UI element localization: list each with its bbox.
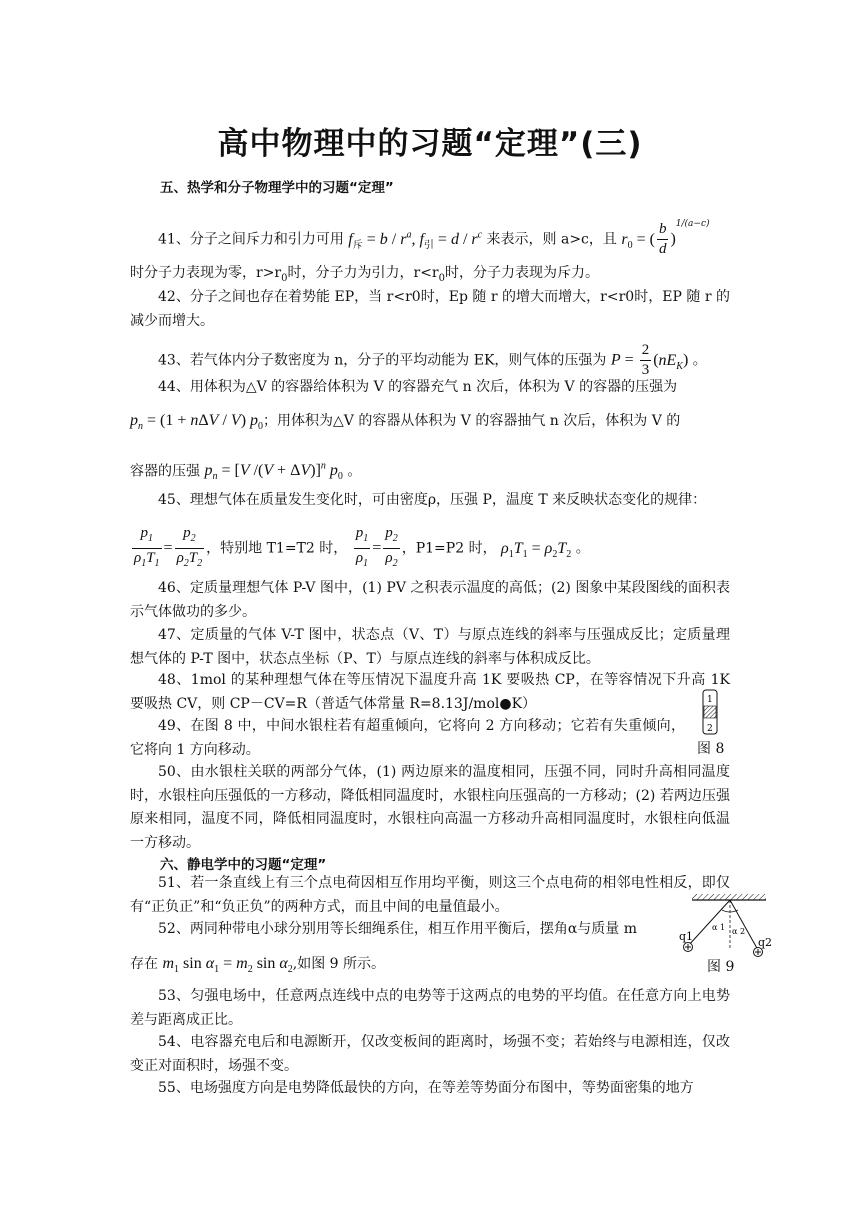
- formula-gas-frac4: $\frac{p_2}{\rho_2}$: [385, 525, 398, 569]
- item-52-line1: 52、两同种带电小球分别用等长细绳系住，相互作用平衡后，摆角α与质量 m: [158, 921, 637, 937]
- item-45-text-c: ，P1=P2 时，: [401, 540, 497, 557]
- item-44-text-b: ；用体积为△V 的容器从体积为 V 的容器抽气 n 次后，体积为 V 的: [263, 413, 681, 429]
- formula-r0-frac: $\frac{b}{d}$: [658, 221, 667, 257]
- item-44-text-c: 容器的压强: [130, 463, 200, 480]
- item-44-line2: [130, 409, 730, 439]
- item-52-text-c: ,如图 9 所示。: [292, 956, 386, 972]
- item-54: 54、电容器充电后和电源断开，仅改变板间的距离时，场强不变；若始终与电源相连，仅改变正对面积时，场强不变。: [130, 1034, 730, 1074]
- formula-force: $f_斥 = b / r^a$, $f_引 = d / r^c$: [348, 229, 483, 251]
- item-49: 49、在图 8 中，中间水银柱若有超重倾向，它将向 2 方向移动；它若有失重倾向，它将向 1 方向移动。: [130, 718, 685, 758]
- item-46: 46、定质量理想气体 P-V 图中，(1) PV 之积表示温度的高低；(2) 图象中某段图线的面积表示气体做功的多少。: [130, 580, 730, 620]
- item-44-line1: 44、用体积为△V 的容器给体积为 V 的容器充气 n 次后，体积为 V 的容器的压强为: [158, 379, 678, 395]
- item-52-text-b: 存在: [130, 956, 158, 972]
- figure-9-caption: 图 9: [707, 959, 735, 975]
- item-51: 51、若一条直线上有三个点电荷因相互作用均平衡，则这三个点电荷的相邻电性相反，即仅有“正负正”和“负正负”的两种方式，而且中间的电量值最小。: [130, 875, 730, 915]
- item-45-line1: 45、理想气体在质量发生变化时，可由密度ρ，压强 P，温度 T 来反映状态变化的规律：: [158, 492, 707, 508]
- section-heading-thermo: 五、热学和分子物理学中的习题“定理”: [160, 180, 394, 196]
- formula-r0: $r_0$ = (: [621, 230, 655, 251]
- item-48: 48、1mol 的某种理想气体在等压情况下温度升高 1K 要吸热 CP，在等容情况下升高 1K 要吸热 CV，则 CP－CV=R（普适气体常量 R=8.13J/mol●K）: [130, 672, 730, 712]
- figure-8-label-1: 1: [707, 695, 713, 705]
- formula-pressure-frac: $\frac{2}{3}$: [641, 342, 650, 378]
- figure-8-caption: 图 8: [697, 741, 725, 757]
- figure-9-alpha2: α 2: [732, 927, 746, 936]
- item-41-cont: 时分子力表现为零，$r>r_0$时，分子力为引力，$r<r_0$时，分子力表现为斥力。: [130, 265, 599, 284]
- item-52-line2: [130, 952, 670, 982]
- formula-pendulum: $m_1$ $\sin \alpha_1 = m_2$ $\sin \alpha_2$: [162, 955, 293, 976]
- figure-8-tube: [697, 688, 725, 738]
- item-55: 55、电场强度方向是电势降低最快的方向，在等差等势面分布图中，等势面密集的地方: [158, 1080, 694, 1096]
- item-41-text-c: 时分子力表现为零，r>r: [130, 265, 282, 281]
- item-47: 47、定质量的气体 V-T 图中，状态点（V、T）与原点连线的斜率与压强成反比；定质量理想气体的 P-T 图中，状态点坐标（P、T）与原点连线的斜率与体积成反比。: [130, 627, 730, 667]
- page-title: 高中物理中的习题“定理”(三): [217, 126, 643, 162]
- item-43-text: 43、若气体内分子数密度为 n，分子的平均动能为 EK，则气体的压强为: [158, 352, 607, 369]
- item-41-text-e: 时，分子力表现为斥力。: [445, 265, 599, 281]
- item-44-line3: 容器的压强 $p_n = [V$ /(V + ΔV)]$^n$ $p_0$ 。: [130, 461, 362, 483]
- figure-8-label-2: 2: [707, 724, 713, 734]
- item-45-line2: $\frac{p_1}{\rho_1T_1}$ = $\frac{p_2}{\rho_2T_2}$ ，特别地 T1=T2 时， $\frac{p_1}{\rho_1}$ = $\frac{p_2}{\rho_2}$ ，P1=P2 时， $\rho_1T_1 = \rho_2T_2$ 。: [130, 520, 730, 568]
- item-50: 50、由水银柱关联的两部分气体，(1) 两边原来的温度相同，压强不同，同时升高相同温度时，水银柱向压强低的一方移动，降低相同温度时，水银柱向压强高的一方移动；(2) 若两边压强原来相同，温度不同，降低相同温度时，水银柱向高温一方移动升高相同温度时，水银柱向低温一方移动。: [130, 764, 730, 851]
- item-53: 53、匀强电场中，任意两点连线中点的电势等于这两点的电势的平均值。在任意方向上电势差与距离成正比。: [130, 988, 730, 1028]
- item-41-line1: 41、分子之间斥力和引力可用 $f_斥 = b / r^a$, $f_引 = d / r^c$ 来表示，则 a>c，且 $r_0$ = ( $\frac{b}{d}$ )$^{1/(a-c)}$: [158, 218, 710, 257]
- item-42: 42、分子之间也存在着势能 EP，当 r<r0时，Ep 随 r 的增大而增大，r<r0时，EP 随 r 的减少而增大。: [130, 289, 730, 329]
- formula-pump: $p_n = [V$ /(V + ΔV)]$^n$ $p_0$: [204, 461, 343, 483]
- item-41-text-b: 来表示，则 a>c，且: [486, 231, 617, 248]
- formula-fill: $p_n = (1 + n\Delta V / V)$ $p_0$: [130, 412, 264, 433]
- item-41: [130, 210, 730, 270]
- formula-gas-frac2: $\frac{p_2}{\rho_2T_2}$: [176, 525, 203, 569]
- formula-pressure: P =: [610, 351, 638, 369]
- figure-9-diagram: [676, 892, 772, 962]
- figure-9-alpha1: α 1: [712, 923, 726, 932]
- formula-gas-frac1: $\frac{p_1}{\rho_1T_1}$: [134, 525, 160, 569]
- formula-gas-frac3: $\frac{p_1}{\rho_1}$: [355, 525, 369, 569]
- figure-9-q1: q1: [679, 930, 694, 943]
- formula-gas-eq: $\rho_1T_1 = \rho_2T_2$: [501, 539, 572, 560]
- section-heading-electro: 六、静电学中的习题“定理”: [160, 857, 327, 873]
- item-43: 43、若气体内分子数密度为 n，分子的平均动能为 EK，则气体的压强为 P = $\frac{2}{3}$ $(nE_K)$ 。: [158, 342, 707, 378]
- figure-9-q2: q2: [758, 936, 772, 949]
- item-45-text-b: ，特别地 T1=T2 时，: [206, 540, 348, 557]
- item-41-text-a: 41、分子之间斥力和引力可用: [158, 231, 344, 248]
- item-41-text-d: 时，分子力为引力，r<r: [287, 265, 439, 281]
